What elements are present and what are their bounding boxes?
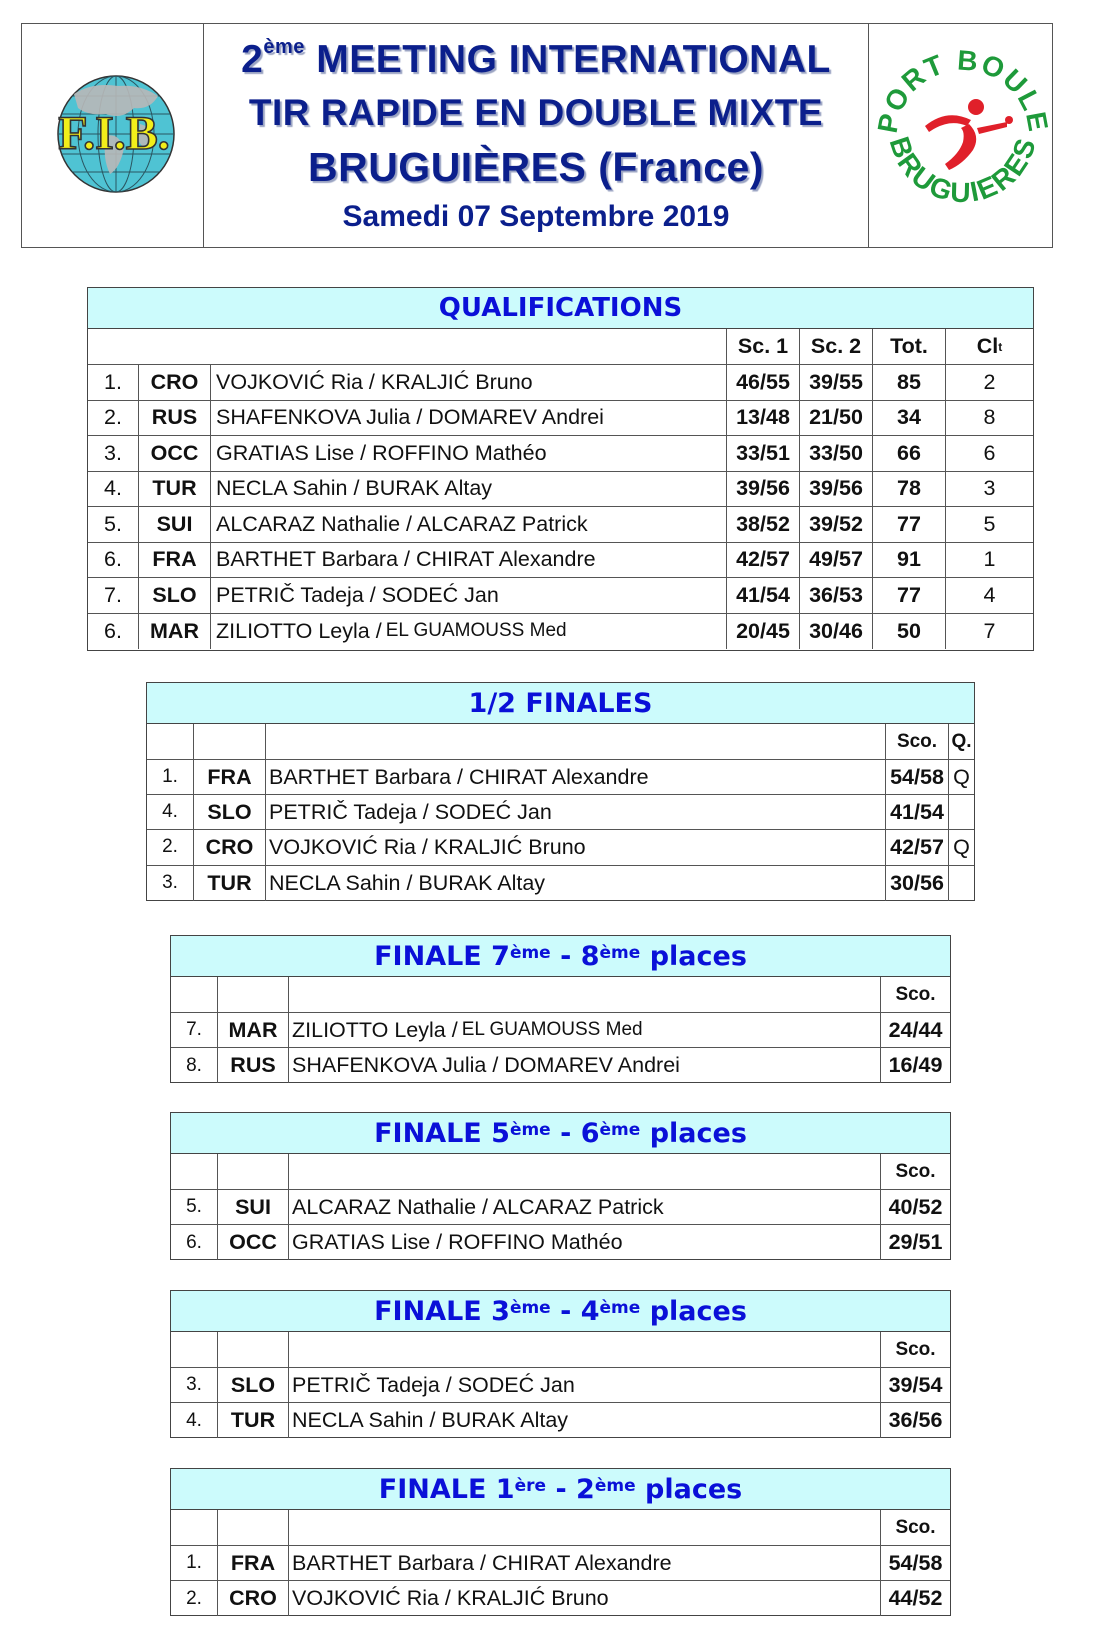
qualified-mark: Q: [953, 834, 970, 859]
score: 39/54: [888, 1372, 943, 1397]
score-2: 39/55: [800, 365, 873, 400]
table-row: [88, 365, 1033, 401]
team-names: [211, 401, 727, 436]
final-1-2-table: [170, 1468, 951, 1616]
table-row: [88, 507, 1033, 543]
final-title-mid: - 4: [550, 1296, 600, 1327]
score: 54/58: [886, 760, 949, 794]
final-title-pre: FINALE 3: [374, 1296, 510, 1327]
table-row: [88, 436, 1033, 472]
table-row: [171, 1225, 950, 1260]
team-secondary: EL GUAMOUSS Med: [385, 620, 567, 642]
rank-order: 6.: [88, 614, 139, 650]
country-code: SUI: [139, 507, 211, 542]
rank-order: 3.: [147, 866, 194, 901]
country-code: OCC: [139, 436, 211, 471]
clt-sup: t: [998, 339, 1003, 354]
score: 36/56: [888, 1408, 943, 1433]
team-names: PETRIČ Tadeja / SODEĆ Jan: [266, 795, 886, 829]
score: 16/49: [888, 1053, 943, 1078]
team-main: VOJKOVIĆ Ria / KRALJIĆ Bruno: [292, 1586, 609, 1611]
column-header-blank-country: [218, 977, 289, 1012]
team-names: BARTHET Barbara / CHIRAT Alexandre: [266, 760, 886, 794]
score-1: 39/56: [727, 472, 800, 507]
team-main: ZILIOTTO Leyla /: [216, 618, 382, 643]
country-code: SLO: [194, 795, 266, 829]
club-logo-cell: [869, 24, 1052, 247]
team-main: ALCARAZ Nathalie / ALCARAZ Patrick: [292, 1194, 664, 1219]
semi-finals-table: [146, 682, 975, 901]
edition-suffix: ème: [263, 36, 305, 58]
table-row: [171, 1190, 950, 1225]
score-1: 13/48: [727, 401, 800, 436]
final-title-mid: - 8: [550, 941, 600, 972]
title-line-1: [204, 38, 868, 82]
team-names: [289, 1013, 881, 1047]
score-2: 39/52: [800, 507, 873, 542]
team-main: VOJKOVIĆ Ria / KRALJIĆ Bruno: [216, 369, 533, 394]
column-header-blank-country: [218, 1332, 289, 1367]
rank-order: 8.: [171, 1048, 218, 1083]
column-header-blank-order: [171, 1510, 218, 1545]
boules-player-icon: [925, 99, 1013, 170]
event-title-block: [204, 24, 869, 247]
column-header-blank-order: [171, 977, 218, 1012]
final-title-post: places: [640, 1296, 747, 1327]
total-score: 77: [873, 578, 946, 613]
final-title-mid: - 6: [550, 1118, 600, 1149]
team-main: SHAFENKOVA Julia / DOMAREV Andrei: [216, 405, 604, 430]
team-main: ZILIOTTO Leyla /: [292, 1017, 458, 1042]
rank-order: 6.: [88, 543, 139, 578]
final-7-8-table: [170, 935, 951, 1083]
score: 54/58: [888, 1550, 943, 1575]
score-1: 33/51: [727, 436, 800, 471]
rank-order: 2.: [147, 830, 194, 864]
final-title-sup2: ème: [594, 1476, 636, 1496]
column-header-blank-team: [289, 1154, 881, 1189]
rank-order: 2.: [171, 1581, 218, 1616]
total-score: 78: [873, 472, 946, 507]
country-code: TUR: [218, 1403, 289, 1438]
qualified-mark: Q: [953, 764, 970, 789]
final-title: [171, 1113, 950, 1154]
team-names: VOJKOVIĆ Ria / KRALJIĆ Bruno: [266, 830, 886, 864]
column-header-blank-order: [147, 724, 194, 759]
team-names: [211, 507, 727, 542]
rank-order: 5.: [88, 507, 139, 542]
qualifications-table: [87, 287, 1034, 651]
table-row: [88, 543, 1033, 579]
column-header-sco: Sco.: [895, 983, 936, 1005]
country-code: FRA: [139, 543, 211, 578]
team-main: NECLA Sahin / BURAK Altay: [216, 476, 493, 501]
final-title-sup2: ème: [599, 1298, 641, 1318]
team-names: [211, 472, 727, 507]
score-2: 49/57: [800, 543, 873, 578]
table-row: [171, 1581, 950, 1616]
score-1: 20/45: [727, 614, 800, 650]
qualifications-title: QUALIFICATIONS: [88, 288, 1033, 329]
country-code: RUS: [139, 401, 211, 436]
table-row: [171, 1403, 950, 1438]
column-header-sco: Sco.: [886, 724, 949, 759]
country-code: FRA: [218, 1546, 289, 1580]
column-header-blank-team: [289, 1332, 881, 1367]
table-row: [88, 614, 1033, 650]
column-header-blank: [88, 329, 727, 364]
score: 29/51: [888, 1230, 943, 1255]
table-row: [88, 472, 1033, 508]
country-code: MAR: [139, 614, 211, 650]
rank-order: 7.: [171, 1013, 218, 1047]
score-1: 38/52: [727, 507, 800, 542]
score: 24/44: [888, 1017, 943, 1042]
team-main: BARTHET Barbara / CHIRAT Alexandre: [292, 1550, 672, 1575]
table-row: [147, 866, 974, 901]
score-1: 42/57: [727, 543, 800, 578]
team-names: [289, 1546, 881, 1580]
team-names: [289, 1190, 881, 1224]
final-column-headers: [171, 1154, 950, 1190]
rank-order: 1.: [171, 1546, 218, 1580]
final-title-mid: - 2: [546, 1474, 595, 1505]
rank-order: 7.: [88, 578, 139, 613]
table-row: [147, 830, 974, 865]
final-title-sup2: ème: [599, 943, 641, 963]
rank-order: 5.: [171, 1190, 218, 1224]
final-title-post: places: [640, 941, 747, 972]
column-header-blank-team: [266, 724, 886, 759]
team-names: [289, 1048, 881, 1083]
fib-logo-cell: [22, 24, 204, 247]
team-names: [289, 1368, 881, 1402]
event-date: Samedi 07 Septembre 2019: [342, 200, 730, 233]
column-header-q: Q.: [951, 730, 972, 752]
final-title-pre: FINALE 1: [378, 1474, 515, 1505]
column-header-blank-country: [218, 1510, 289, 1545]
title-line-3: BRUGUIÈRES (France): [307, 144, 764, 190]
column-header-sco: Sco.: [895, 1516, 936, 1538]
fib-logo-text: F.I.B.: [58, 107, 170, 160]
score: 44/52: [888, 1586, 943, 1611]
total-score: 85: [873, 365, 946, 400]
column-header-sc1: Sc. 1: [727, 329, 800, 364]
team-names: NECLA Sahin / BURAK Altay: [266, 866, 886, 901]
rank-order: 4.: [147, 795, 194, 829]
team-main: BARTHET Barbara / CHIRAT Alexandre: [216, 547, 596, 572]
classement: 7: [983, 618, 996, 643]
table-row: [147, 760, 974, 795]
sport-boules-logo: [869, 24, 1054, 246]
score-2: 39/56: [800, 472, 873, 507]
score-2: 36/53: [800, 578, 873, 613]
final-5-6-table: [170, 1112, 951, 1260]
final-title-sup1: ème: [509, 1120, 551, 1140]
column-header-blank-country: [194, 724, 266, 759]
column-header-clt: [946, 329, 1033, 364]
column-header-sc2: Sc. 2: [800, 329, 873, 364]
team-names: [211, 365, 727, 400]
team-names: [289, 1581, 881, 1616]
team-main: PETRIČ Tadeja / SODEĆ Jan: [292, 1372, 575, 1397]
score-1: 41/54: [727, 578, 800, 613]
country-code: TUR: [139, 472, 211, 507]
title-meeting: MEETING INTERNATIONAL: [304, 38, 831, 81]
team-secondary: EL GUAMOUSS Med: [461, 1019, 643, 1041]
country-code: OCC: [218, 1225, 289, 1260]
classement: 3: [983, 476, 996, 501]
edition-number: 2: [241, 38, 264, 81]
team-main: NECLA Sahin / BURAK Altay: [292, 1408, 569, 1433]
final-column-headers: [171, 1332, 950, 1368]
score: 41/54: [886, 795, 949, 829]
table-row: [88, 401, 1033, 437]
team-names: [211, 578, 727, 613]
country-code: FRA: [194, 760, 266, 794]
qualifications-column-headers: [88, 329, 1033, 365]
country-code: SLO: [218, 1368, 289, 1402]
final-column-headers: [171, 1510, 950, 1546]
country-code: CRO: [194, 830, 266, 864]
column-header-blank-order: [171, 1154, 218, 1189]
column-header-sco: Sco.: [895, 1160, 936, 1182]
team-names: [211, 436, 727, 471]
fib-logo: [22, 24, 204, 246]
table-row: [171, 1368, 950, 1403]
semi-finals-column-headers: [147, 724, 974, 760]
team-names: [211, 614, 727, 650]
rank-order: 3.: [171, 1368, 218, 1402]
classement: 4: [983, 582, 996, 607]
score: 30/56: [886, 866, 949, 901]
column-header-blank-order: [171, 1332, 218, 1367]
column-header-blank-team: [289, 977, 881, 1012]
classement: 8: [983, 405, 996, 430]
table-row: [171, 1546, 950, 1581]
final-3-4-table: [170, 1290, 951, 1438]
country-code: CRO: [139, 365, 211, 400]
country-code: SLO: [139, 578, 211, 613]
table-row: [88, 578, 1033, 614]
team-main: PETRIČ Tadeja / SODEĆ Jan: [216, 582, 499, 607]
final-title: [171, 1291, 950, 1332]
team-names: [211, 543, 727, 578]
score: 42/57: [886, 830, 949, 864]
column-header-sco: Sco.: [895, 1338, 936, 1360]
total-score: 50: [873, 614, 946, 650]
qualified-mark: [949, 795, 974, 829]
country-code: TUR: [194, 866, 266, 901]
country-code: MAR: [218, 1013, 289, 1047]
qualified-mark: [949, 866, 974, 901]
table-row: [171, 1048, 950, 1083]
total-score: 34: [873, 401, 946, 436]
club-logo-top-text: PORT BOULE: [871, 44, 1054, 136]
event-header: [21, 23, 1053, 248]
table-row: [171, 1013, 950, 1048]
rank-order: 3.: [88, 436, 139, 471]
team-main: ALCARAZ Nathalie / ALCARAZ Patrick: [216, 511, 588, 536]
country-code: CRO: [218, 1581, 289, 1616]
classement: 1: [983, 547, 996, 572]
classement: 5: [983, 511, 996, 536]
total-score: 77: [873, 507, 946, 542]
final-column-headers: [171, 977, 950, 1013]
clt-label: Cl: [976, 334, 999, 358]
final-title-pre: FINALE 5: [374, 1118, 510, 1149]
team-names: [289, 1225, 881, 1260]
table-row: [147, 795, 974, 830]
final-title: [171, 936, 950, 977]
final-title-sup1: ème: [509, 943, 551, 963]
score-2: 21/50: [800, 401, 873, 436]
rank-order: 2.: [88, 401, 139, 436]
final-title-post: places: [635, 1474, 743, 1505]
final-title-sup2: ème: [599, 1120, 641, 1140]
team-main: SHAFENKOVA Julia / DOMAREV Andrei: [292, 1053, 680, 1078]
column-header-tot: Tot.: [873, 329, 946, 364]
column-header-blank-team: [289, 1510, 881, 1545]
total-score: 66: [873, 436, 946, 471]
club-logo-bottom-text: BRUGUIERES: [883, 132, 1043, 209]
classement: 2: [983, 369, 996, 394]
final-title-sup1: ème: [509, 1298, 551, 1318]
total-score: 91: [873, 543, 946, 578]
score: 40/52: [888, 1194, 943, 1219]
title-line-2: TIR RAPIDE EN DOUBLE MIXTE: [248, 92, 824, 133]
team-main: GRATIAS Lise / ROFFINO Mathéo: [216, 440, 547, 465]
rank-order: 1.: [88, 365, 139, 400]
team-names: [289, 1403, 881, 1438]
score-2: 30/46: [800, 614, 873, 650]
rank-order: 4.: [171, 1403, 218, 1438]
country-code: RUS: [218, 1048, 289, 1083]
rank-order: 4.: [88, 472, 139, 507]
score-1: 46/55: [727, 365, 800, 400]
final-title-sup1: ère: [514, 1476, 547, 1496]
semi-finals-title: 1/2 FINALES: [147, 683, 974, 724]
final-title-pre: FINALE 7: [374, 941, 510, 972]
classement: 6: [983, 440, 996, 465]
final-title: [171, 1469, 950, 1510]
final-title-post: places: [640, 1118, 747, 1149]
country-code: SUI: [218, 1190, 289, 1224]
rank-order: 1.: [147, 760, 194, 794]
column-header-blank-country: [218, 1154, 289, 1189]
team-main: GRATIAS Lise / ROFFINO Mathéo: [292, 1230, 623, 1255]
score-2: 33/50: [800, 436, 873, 471]
rank-order: 6.: [171, 1225, 218, 1260]
